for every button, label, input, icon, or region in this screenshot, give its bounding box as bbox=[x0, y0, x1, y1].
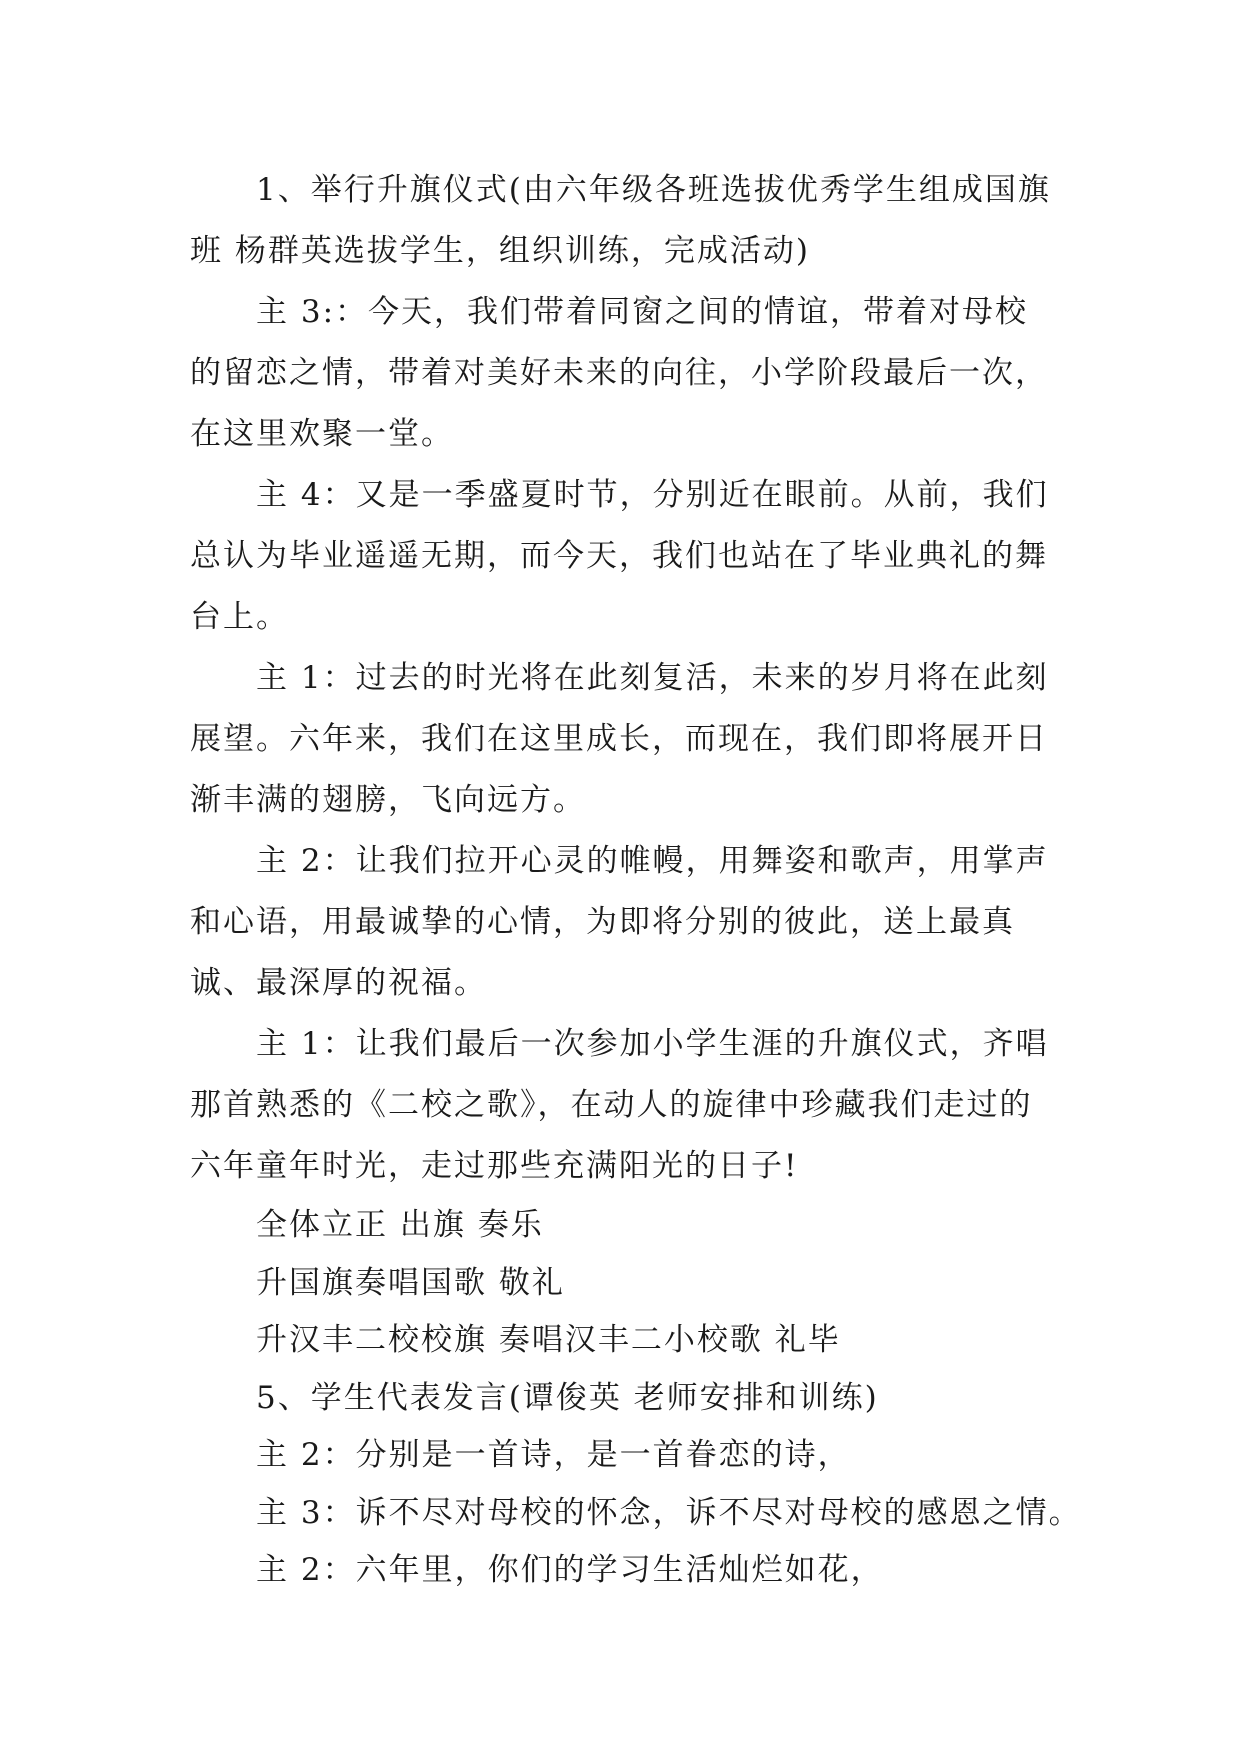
paragraph-host-2-blessing: 主 2：让我们拉开心灵的帷幔，用舞姿和歌声，用掌声和心语，用最诚挚的心情，为即将分别的彼此，送上最真诚、最深厚的祝福。 bbox=[190, 843, 1049, 1001]
paragraph-host-4: 主 4：又是一季盛夏时节，分别近在眼前。从前，我们总认为毕业遥遥无期，而今天，我们也站在了毕业典礼的舞台上。 bbox=[190, 477, 1049, 635]
line-school-flag-song: 升汉丰二校校旗 奏唱汉丰二小校歌 礼毕 bbox=[256, 1322, 841, 1358]
paragraph-flag-ceremony: 1、举行升旗仪式(由六年级各班选拔优秀学生组成国旗班 杨群英选拔学生，组织训练，完成活动) bbox=[190, 172, 1051, 269]
line-host-3-gratitude: 主 3：诉不尽对母校的怀念，诉不尽对母校的感恩之情。 bbox=[256, 1494, 1082, 1531]
line-national-anthem: 升国旗奏唱国歌 敬礼 bbox=[256, 1264, 565, 1301]
paragraph-host-1-past: 主 1：过去的时光将在此刻复活，未来的岁月将在此刻展望。六年来，我们在这里成长，而现在，我们即将展开日渐丰满的翅膀，飞向远方。 bbox=[190, 660, 1049, 818]
line-student-speech: 5、学生代表发言(谭俊英 老师安排和训练) bbox=[256, 1379, 879, 1416]
line-host-2-poem: 主 2：分别是一首诗，是一首眷恋的诗， bbox=[256, 1437, 851, 1473]
line-host-2-six-years: 主 2：六年里，你们的学习生活灿烂如花， bbox=[256, 1552, 884, 1588]
paragraph-host-1-flag: 主 1：让我们最后一次参加小学生涯的升旗仪式，齐唱那首熟悉的《二校之歌》，在动人的旋律中珍藏我们走过的六年童年时光，走过那些充满阳光的日子! bbox=[190, 1026, 1049, 1184]
line-attention-flag-music: 全体立正 出旗 奏乐 bbox=[256, 1207, 544, 1243]
paragraph-host-3: 主 3:：今天，我们带着同窗之间的情谊，带着对母校的留恋之情，带着对美好未来的向往，小学阶段最后一次，在这里欢聚一堂。 bbox=[190, 294, 1048, 452]
document-body bbox=[190, 160, 1082, 1600]
